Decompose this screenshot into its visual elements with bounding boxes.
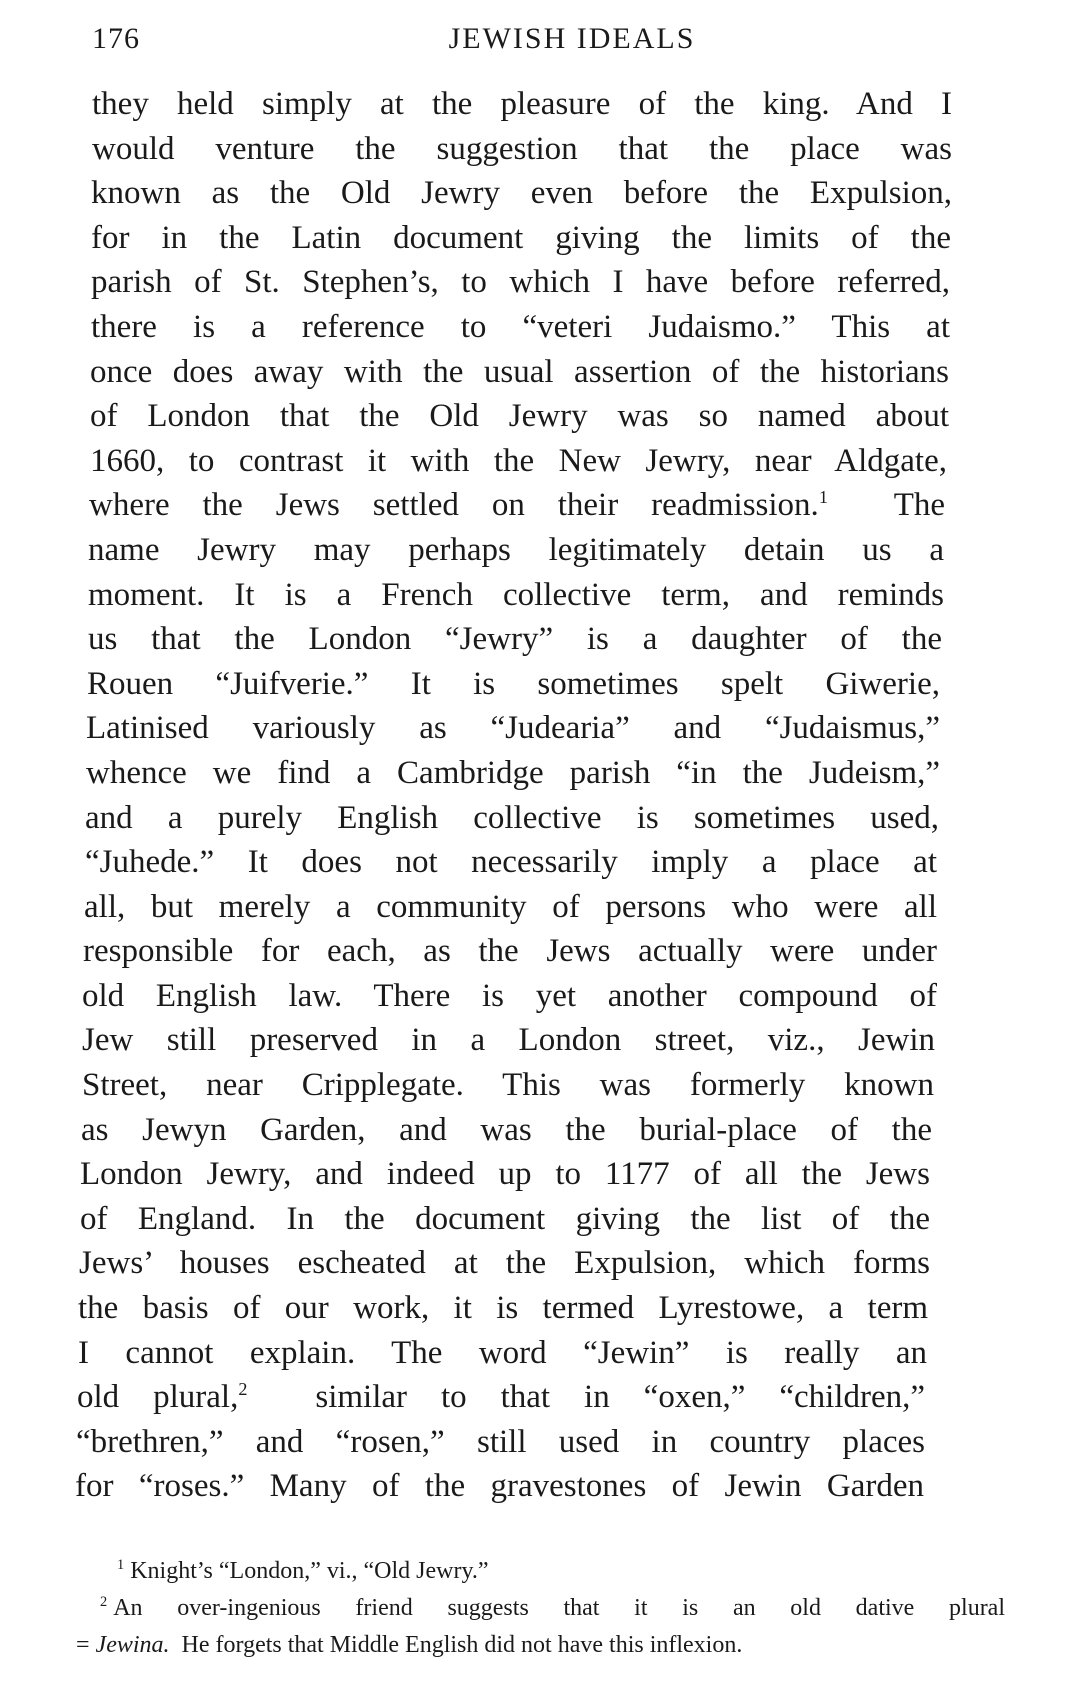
running-title: JEWISH IDEALS xyxy=(448,22,696,55)
body-line-30 xyxy=(0,1375,1087,1420)
footnote-2-line-2 xyxy=(0,1627,1087,1664)
footnote-1-text: Knight’s “London,” vi., “Old Jewry.” xyxy=(130,1558,489,1584)
body-line-3: known as the Old Jewry even before the Expulsion, xyxy=(91,175,952,212)
body-text xyxy=(0,82,1087,1509)
body-line-16: whence we find a Cambridge parish “in the Judeism,” xyxy=(86,754,940,791)
body-line-24: as Jewyn Garden, and was the burial-place of the xyxy=(81,1111,932,1148)
body-line-31: “brethren,” and “rosen,” still used in country places xyxy=(76,1423,925,1460)
footnote-2-italic: Jewina. xyxy=(95,1632,170,1658)
body-line-17: and a purely English collective is sometimes used, xyxy=(85,799,939,836)
body-line-14: Rouen “Juifverie.” It is sometimes spelt Giwerie, xyxy=(87,665,940,702)
footnote-2-text-line-1: An over-ingenious friend suggests that it is an old dative plural xyxy=(113,1595,1005,1621)
body-line-5: parish of St. Stephen’s, to which I have before referred, xyxy=(91,264,950,301)
body-line-11: name Jewry may perhaps legitimately detain us a xyxy=(88,531,944,568)
body-line-7: once does away with the usual assertion of the historians xyxy=(90,353,949,390)
body-line-10 xyxy=(0,483,1087,528)
footnote-1-mark: 1 xyxy=(117,1557,125,1573)
page-number: 176 xyxy=(92,22,140,55)
footnote-ref-1: 1 xyxy=(818,487,828,508)
body-line-30-text: old plural, xyxy=(77,1379,239,1416)
body-line-18: “Juhede.” It does not necessarily imply a place at xyxy=(85,844,937,881)
body-line-32: for “roses.” Many of the gravestones of Jewin Garden xyxy=(75,1468,924,1505)
body-line-25: London Jewry, and indeed up to 1177 of all the Jews xyxy=(80,1156,930,1193)
body-line-22: Jew still preserved in a London street, viz., Jewin xyxy=(82,1022,935,1059)
body-line-1: they held simply at the pleasure of the king. And I xyxy=(92,86,952,122)
footnote-2-mark: 2 xyxy=(100,1594,108,1610)
footnote-ref-2: 2 xyxy=(238,1379,248,1400)
footnotes xyxy=(0,1553,1087,1664)
body-line-10-tail: The xyxy=(893,487,945,524)
body-line-15: Latinised variously as “Judearia” and “Judaismus,” xyxy=(86,710,940,747)
body-line-28: the basis of our work, it is termed Lyrestowe, a term xyxy=(78,1290,928,1327)
footnote-2-line-1 xyxy=(0,1590,1087,1627)
body-line-29: I cannot explain. The word “Jewin” is really an xyxy=(78,1334,927,1371)
body-line-20: responsible for each, as the Jews actually were under xyxy=(83,933,937,970)
body-line-19: all, but merely a community of persons who were all xyxy=(84,888,937,925)
body-line-12: moment. It is a French collective term, and reminds xyxy=(88,576,944,613)
body-line-21: old English law. There is yet another compound of xyxy=(82,977,937,1014)
body-line-27: Jews’ houses escheated at the Expulsion, which forms xyxy=(79,1245,930,1282)
body-line-6: there is a reference to “veteri Judaismo.” This at xyxy=(91,308,950,345)
body-line-23: Street, near Cripplegate. This was formerly known xyxy=(82,1067,934,1104)
body-line-13: us that the London “Jewry” is a daughter of the xyxy=(88,621,942,658)
body-line-2: would venture the suggestion that the place was xyxy=(92,130,952,167)
body-line-8: of London that the Old Jewry was so named about xyxy=(90,398,949,435)
body-line-4: for in the Latin document giving the limits of the xyxy=(91,219,951,256)
footnote-2-text-line-2: He forgets that Middle English did not have this inflexion. xyxy=(181,1632,743,1658)
body-line-26: of England. In the document giving the list of the xyxy=(80,1200,930,1237)
running-head xyxy=(92,22,1032,62)
body-line-9: 1660, to contrast it with the New Jewry, near Aldgate, xyxy=(90,442,947,479)
footnote-2-prefix: = xyxy=(76,1632,96,1658)
body-line-30-tail: similar to that in “oxen,” “children,” xyxy=(315,1379,925,1416)
footnote-1 xyxy=(0,1553,1087,1590)
body-line-10-text: where the Jews settled on their readmission. xyxy=(89,487,819,524)
